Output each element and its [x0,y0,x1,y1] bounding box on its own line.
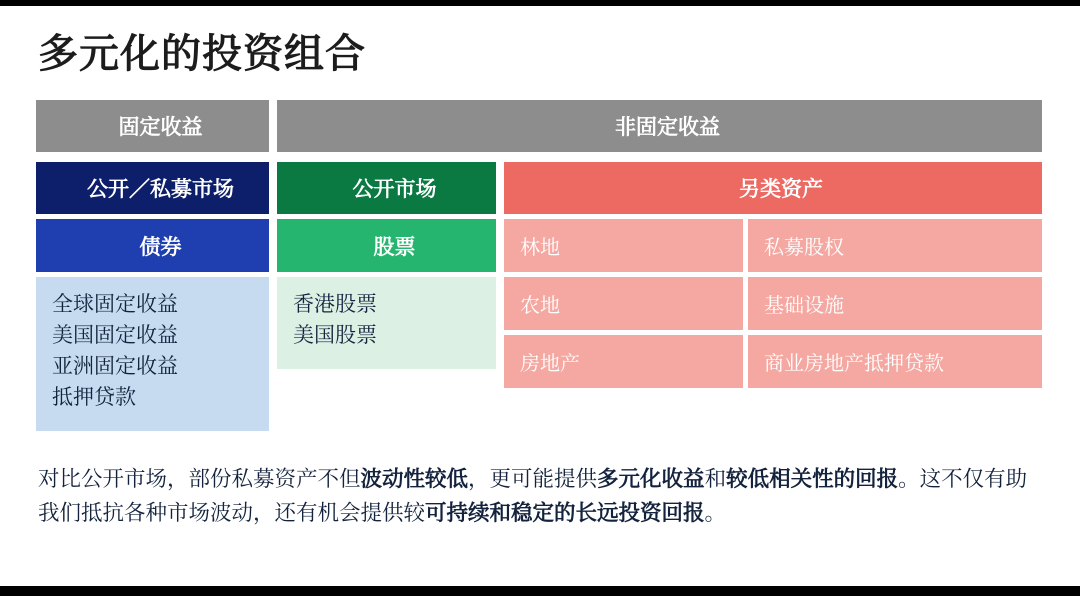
caption-emphasis-3: 较低相关性的回报 [726,467,899,491]
bond-items-panel [36,277,269,431]
market-public: 公开市场 [277,162,496,214]
market-public-private: 公开／私募市场 [36,162,269,214]
caption-part-4: 。这不仅有助我们抵抗各种市场波动，还有机会提供较 [38,467,1028,525]
list-item: 抵押贷款 [52,386,136,409]
alternatives-grid-bottom [504,277,1042,388]
alt-item-private-equity: 私募股权 [748,219,1042,272]
detail-items-row [36,277,1042,431]
asset-class-equities: 股票 [277,219,496,272]
category-band-row [36,100,1042,152]
list-item: 亚洲固定收益 [52,355,178,378]
alt-item-infrastructure: 基础设施 [748,277,1042,330]
column-gap [496,162,504,214]
alt-item-real-estate: 房地产 [504,335,743,388]
top-edge-bar [0,0,1080,6]
column-gap [496,219,504,272]
alternatives-grid-top [504,219,1042,272]
row-gap [36,152,1042,162]
asset-class-row [36,219,1042,272]
caption-emphasis-4: 可持续和稳定的长远投资回报 [425,501,705,525]
caption-emphasis-2: 多元化收益 [597,467,705,491]
list-item: 美国固定收益 [52,324,178,347]
list-item: 香港股票 [293,293,377,316]
column-gap [269,219,277,272]
alternatives-row [504,277,1042,330]
column-gap [269,100,277,152]
alt-item-forestland: 林地 [504,219,743,272]
market-alternatives: 另类资产 [504,162,1042,214]
caption-part-5: 。 [704,501,727,525]
column-gap [269,162,277,214]
caption-paragraph [38,462,1028,530]
equity-items-panel [277,277,496,369]
portfolio-diagram [36,100,1042,431]
list-item: 美国股票 [293,324,377,347]
caption-part-3: 和 [704,467,727,491]
alt-item-farmland: 农地 [504,277,743,330]
page-title: 多元化的投资组合 [38,32,366,76]
list-item: 全球固定收益 [52,293,178,316]
market-type-row [36,162,1042,214]
alternatives-row [504,335,1042,388]
band-fixed-income: 固定收益 [36,100,269,152]
caption-part-1: 对比公开市场，部份私募资产不但 [38,467,361,491]
bottom-edge-bar [0,586,1080,596]
caption-part-2: ，更可能提供 [468,467,598,491]
band-non-fixed-income: 非固定收益 [277,100,1042,152]
caption-emphasis-1: 波动性较低 [360,467,469,491]
alternatives-row [504,219,1042,272]
alt-item-cmbs: 商业房地产抵押贷款 [748,335,1042,388]
asset-class-bonds: 债券 [36,219,269,272]
